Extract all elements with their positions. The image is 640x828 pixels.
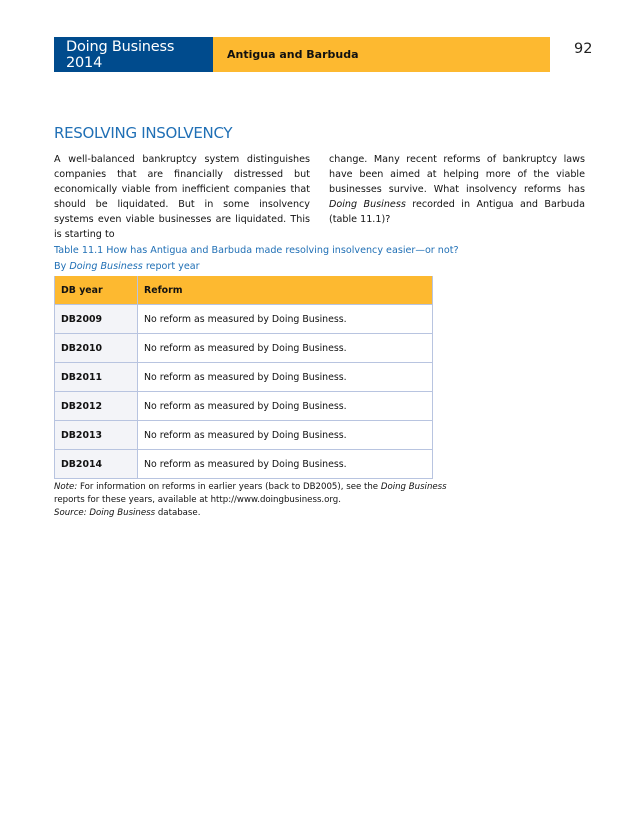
publication-title: Doing Business 2014 bbox=[54, 37, 213, 72]
table-row bbox=[55, 363, 433, 392]
cell-reform: No reform as measured by Doing Business. bbox=[138, 363, 433, 392]
caption-prefix: By bbox=[54, 260, 70, 272]
body-text-right bbox=[329, 152, 585, 227]
caption-suffix: report year bbox=[142, 260, 200, 272]
cell-year: DB2010 bbox=[55, 334, 138, 363]
table-row bbox=[55, 305, 433, 334]
table-caption-title: Table 11.1 How has Antigua and Barbuda made resolving insolvency easier—or not? bbox=[54, 245, 459, 256]
note-italic: Doing Business bbox=[380, 482, 447, 492]
cell-year: DB2012 bbox=[55, 392, 138, 421]
cell-reform: No reform as measured by Doing Business. bbox=[138, 334, 433, 363]
cell-reform: No reform as measured by Doing Business. bbox=[138, 305, 433, 334]
table-row bbox=[55, 450, 433, 479]
note-line bbox=[54, 481, 474, 507]
source-line bbox=[54, 507, 474, 520]
table-caption bbox=[54, 243, 459, 274]
cell-year: DB2013 bbox=[55, 421, 138, 450]
note-text-1: For information on reforms in earlier years (back to DB2005), see the bbox=[77, 482, 381, 492]
cell-year: DB2014 bbox=[55, 450, 138, 479]
page-header-bar bbox=[54, 37, 550, 72]
source-text: database. bbox=[155, 508, 201, 518]
column-header-year: DB year bbox=[55, 276, 138, 305]
body-right-text-2: recorded in Antigua and Barbuda (table 11.1)? bbox=[329, 199, 585, 225]
cell-reform: No reform as measured by Doing Business. bbox=[138, 392, 433, 421]
body-right-text-1: change. Many recent reforms of bankruptcy laws have been aimed at helping more of the viable businesses survive. What insolvency reforms has bbox=[329, 154, 585, 195]
caption-italic: Doing Business bbox=[69, 260, 143, 272]
table-header-row bbox=[55, 276, 433, 305]
column-header-reform: Reform bbox=[138, 276, 433, 305]
section-title: RESOLVING INSOLVENCY bbox=[54, 124, 233, 142]
economy-name: Antigua and Barbuda bbox=[213, 37, 550, 72]
body-text-left: A well-balanced bankruptcy system distinguishes companies that are financially distressed but economically viable from inefficient companies that should be liquidated. But in some insolvency systems even viable businesses are liquidated. This is starting to bbox=[54, 154, 310, 240]
cell-year: DB2009 bbox=[55, 305, 138, 334]
page-number: 92 bbox=[574, 41, 593, 57]
cell-year: DB2011 bbox=[55, 363, 138, 392]
table-row bbox=[55, 334, 433, 363]
reform-table bbox=[54, 276, 433, 479]
table-row bbox=[55, 421, 433, 450]
note-label: Note: bbox=[54, 482, 78, 492]
source-label: Source: Doing Business bbox=[54, 508, 156, 518]
cell-reform: No reform as measured by Doing Business. bbox=[138, 450, 433, 479]
table-caption-subtitle bbox=[54, 259, 459, 275]
cell-reform: No reform as measured by Doing Business. bbox=[138, 421, 433, 450]
table-row bbox=[55, 392, 433, 421]
note-text-2: reports for these years, available at http://www.doingbusiness.org. bbox=[54, 495, 341, 505]
body-right-italic: Doing Business bbox=[329, 199, 406, 210]
table-notes bbox=[54, 481, 474, 520]
